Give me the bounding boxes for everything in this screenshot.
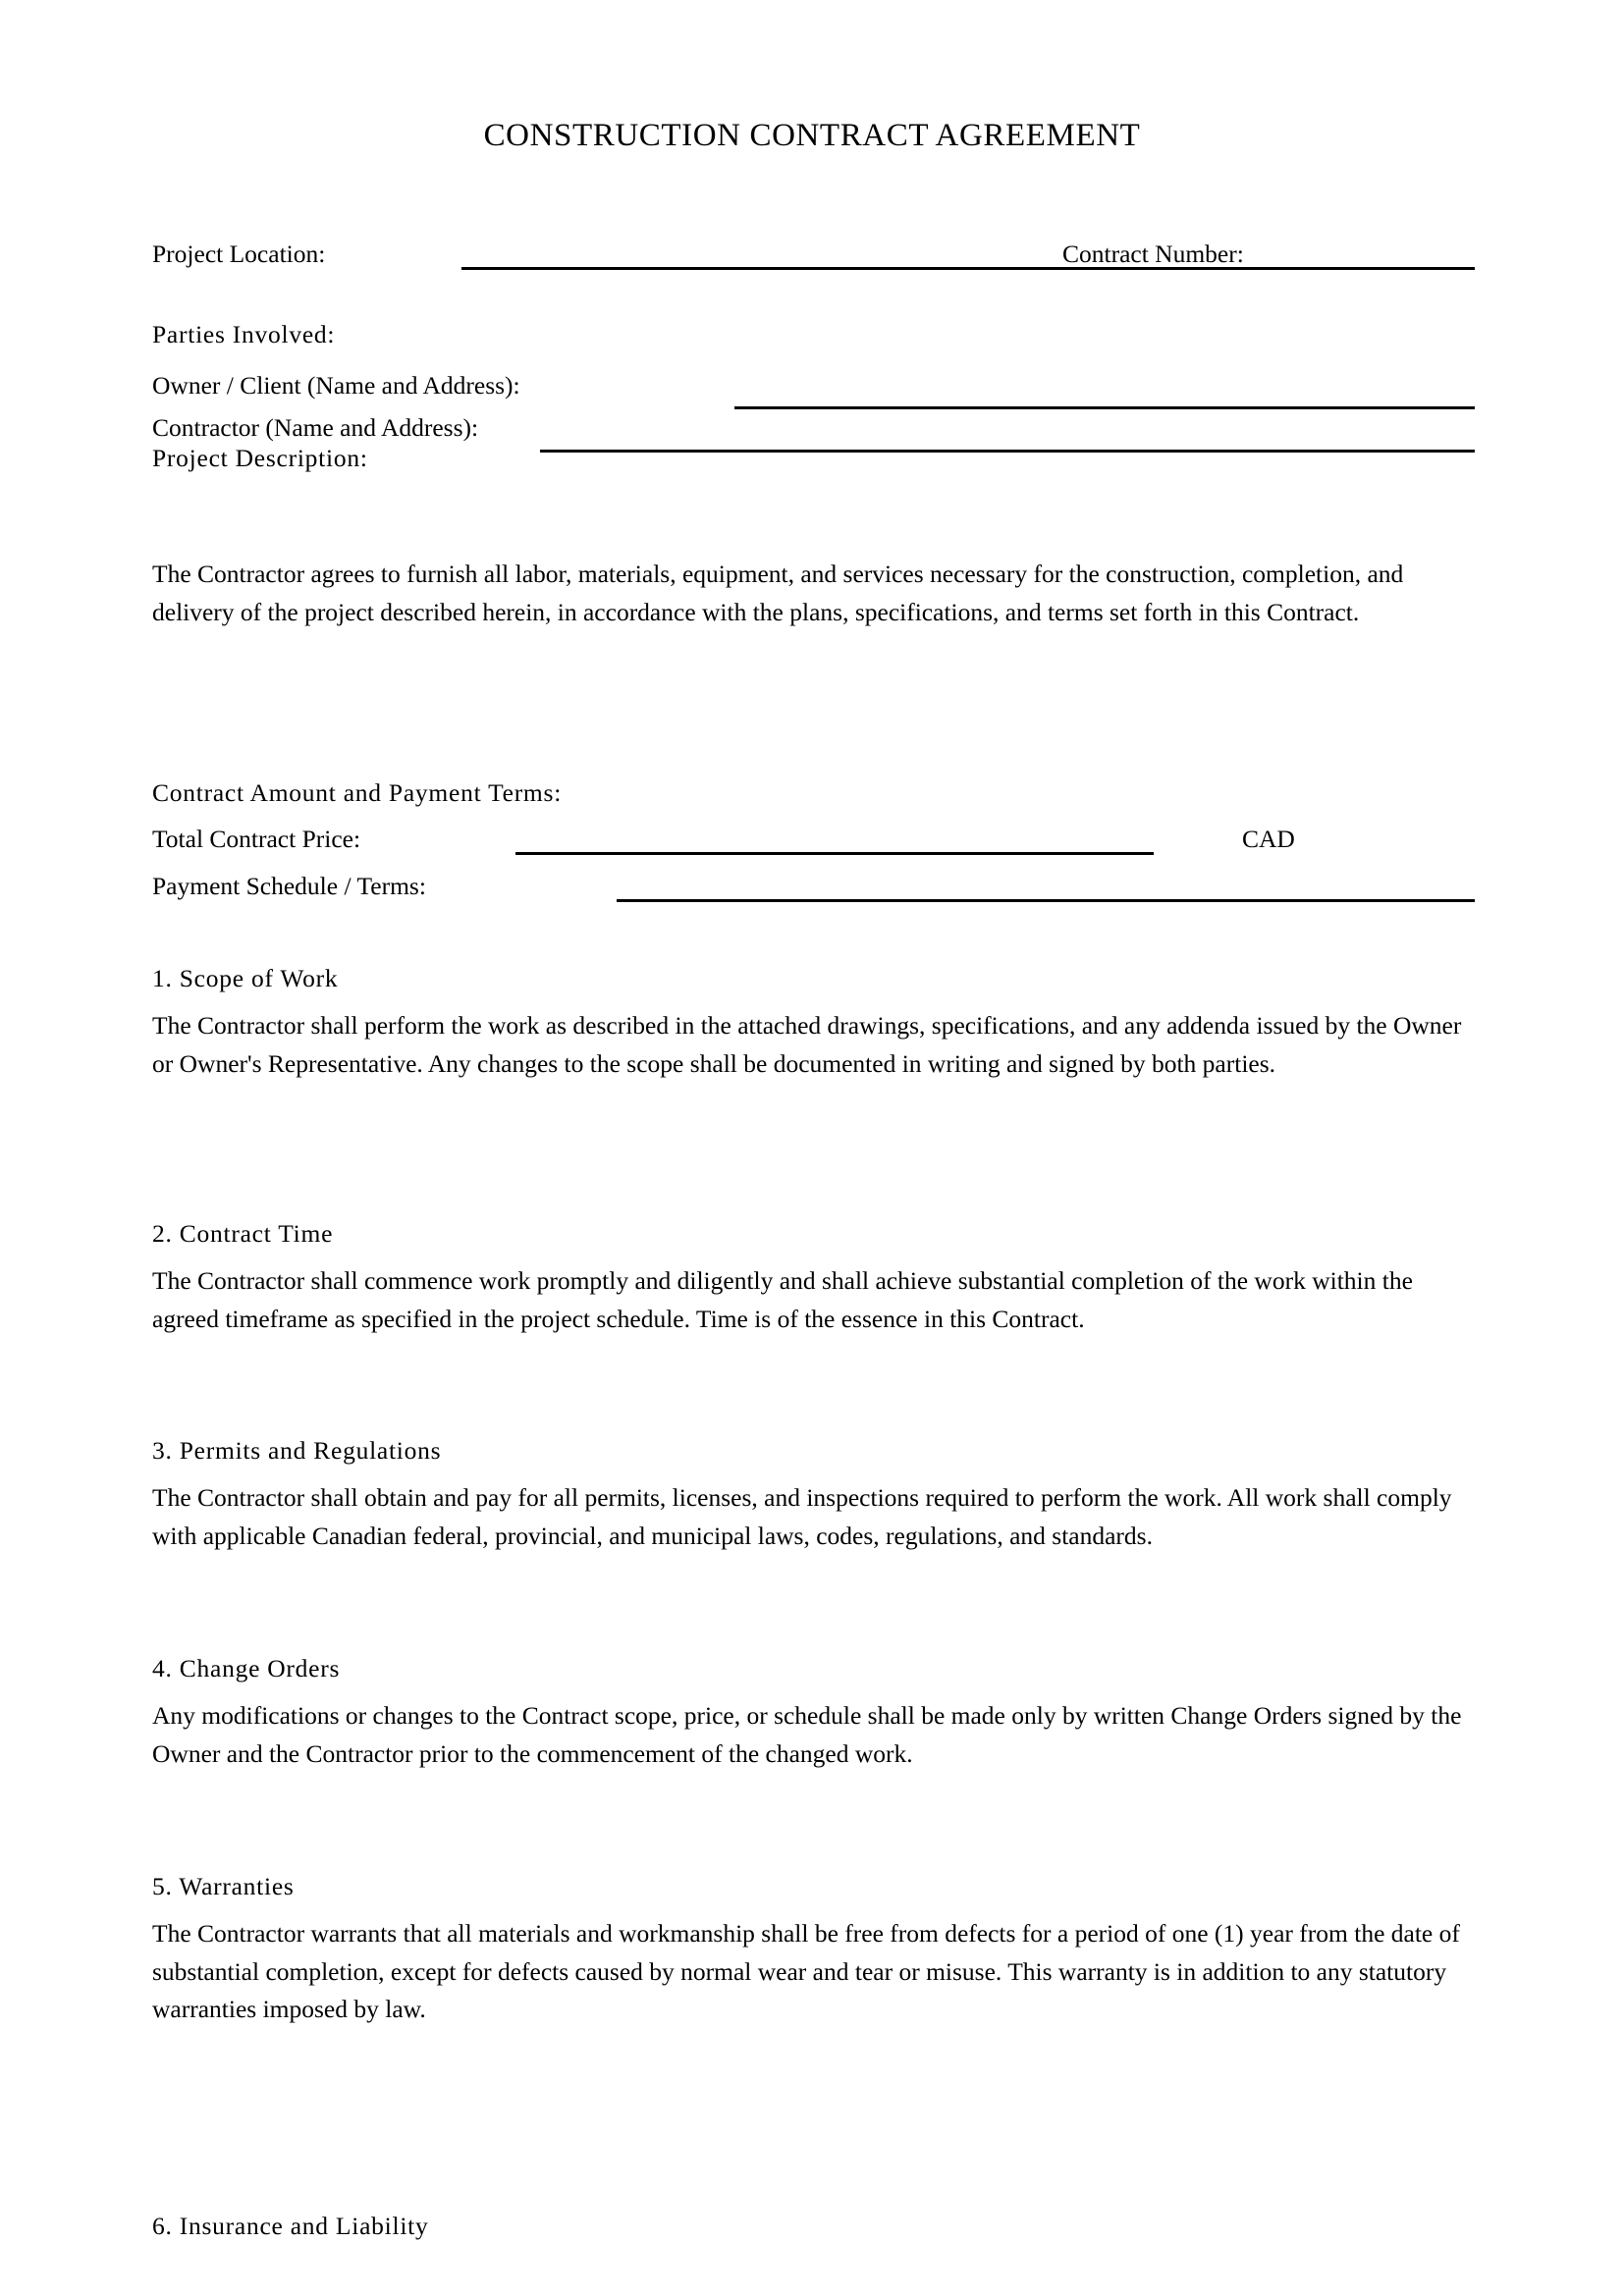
currency-label: CAD [1242, 825, 1295, 853]
total-contract-price-label: Total Contract Price: [152, 825, 361, 853]
clause-body-1: The Contractor shall perform the work as described in the attached drawings, specifications, and any addenda issued by the Owner or Owner's Representative. Any changes to the scope shall be documented in writing and signed by both parties. [152, 1011, 1462, 1078]
clause-heading-3: 3. Permits and Regulations [152, 1436, 442, 1465]
clause-heading-1: 1. Scope of Work [152, 964, 339, 992]
clause-body-2: The Contractor shall commence work promptly and diligently and shall achieve substantial completion of the work within the agreed timeframe as specified in the project schedule. Time is of the essence in this Contract. [152, 1266, 1413, 1333]
clause-body-5: The Contractor warrants that all materials and workmanship shall be free from defects for a period of one (1) year from the date of substantial completion, except for defects caused by normal wear and tear or misuse. This warranty is in addition to any statutory warranties imposed by law. [152, 1919, 1460, 2023]
project-location-label: Project Location: [152, 240, 326, 268]
payment-schedule-fill-line[interactable] [617, 899, 1475, 902]
clause-heading-6: 6. Insurance and Liability [152, 2212, 429, 2240]
contractor-label: Contractor (Name and Address): [152, 413, 479, 442]
page-title: CONSTRUCTION CONTRACT AGREEMENT [483, 118, 1141, 153]
clause-body-4: Any modifications or changes to the Contract scope, price, or schedule shall be made only by written Change Orders signed by the Owner and the Contractor prior to the commencement of the changed work. [152, 1701, 1462, 1768]
owner-client-label: Owner / Client (Name and Address): [152, 371, 520, 400]
owner-client-fill-line[interactable] [734, 406, 1475, 409]
project-location-fill-line[interactable] [461, 267, 1475, 270]
clause-body-3: The Contractor shall obtain and pay for all permits, licenses, and inspections required to perform the work. All work shall comply with applicable Canadian federal, provincial, and municipal laws, codes, regulations, and standards. [152, 1483, 1452, 1550]
payment-schedule-label: Payment Schedule / Terms: [152, 872, 426, 900]
clause-heading-4: 4. Change Orders [152, 1654, 341, 1682]
clause-heading-5: 5. Warranties [152, 1872, 295, 1900]
payment-terms-label: Contract Amount and Payment Terms: [152, 778, 563, 807]
contract-number-label: Contract Number: [1062, 240, 1244, 268]
project-description-label: Project Description: [152, 444, 368, 472]
total-contract-price-fill-line[interactable] [515, 852, 1154, 855]
project-description-body: The Contractor agrees to furnish all labor, materials, equipment, and services necessary for the construction, completion, and delivery of the project described herein, in accordance with the plans, specifications, and terms set forth in this Contract. [152, 560, 1404, 626]
contractor-fill-line[interactable] [540, 450, 1475, 453]
clause-heading-2: 2. Contract Time [152, 1219, 334, 1248]
parties-involved-label: Parties Involved: [152, 320, 336, 348]
